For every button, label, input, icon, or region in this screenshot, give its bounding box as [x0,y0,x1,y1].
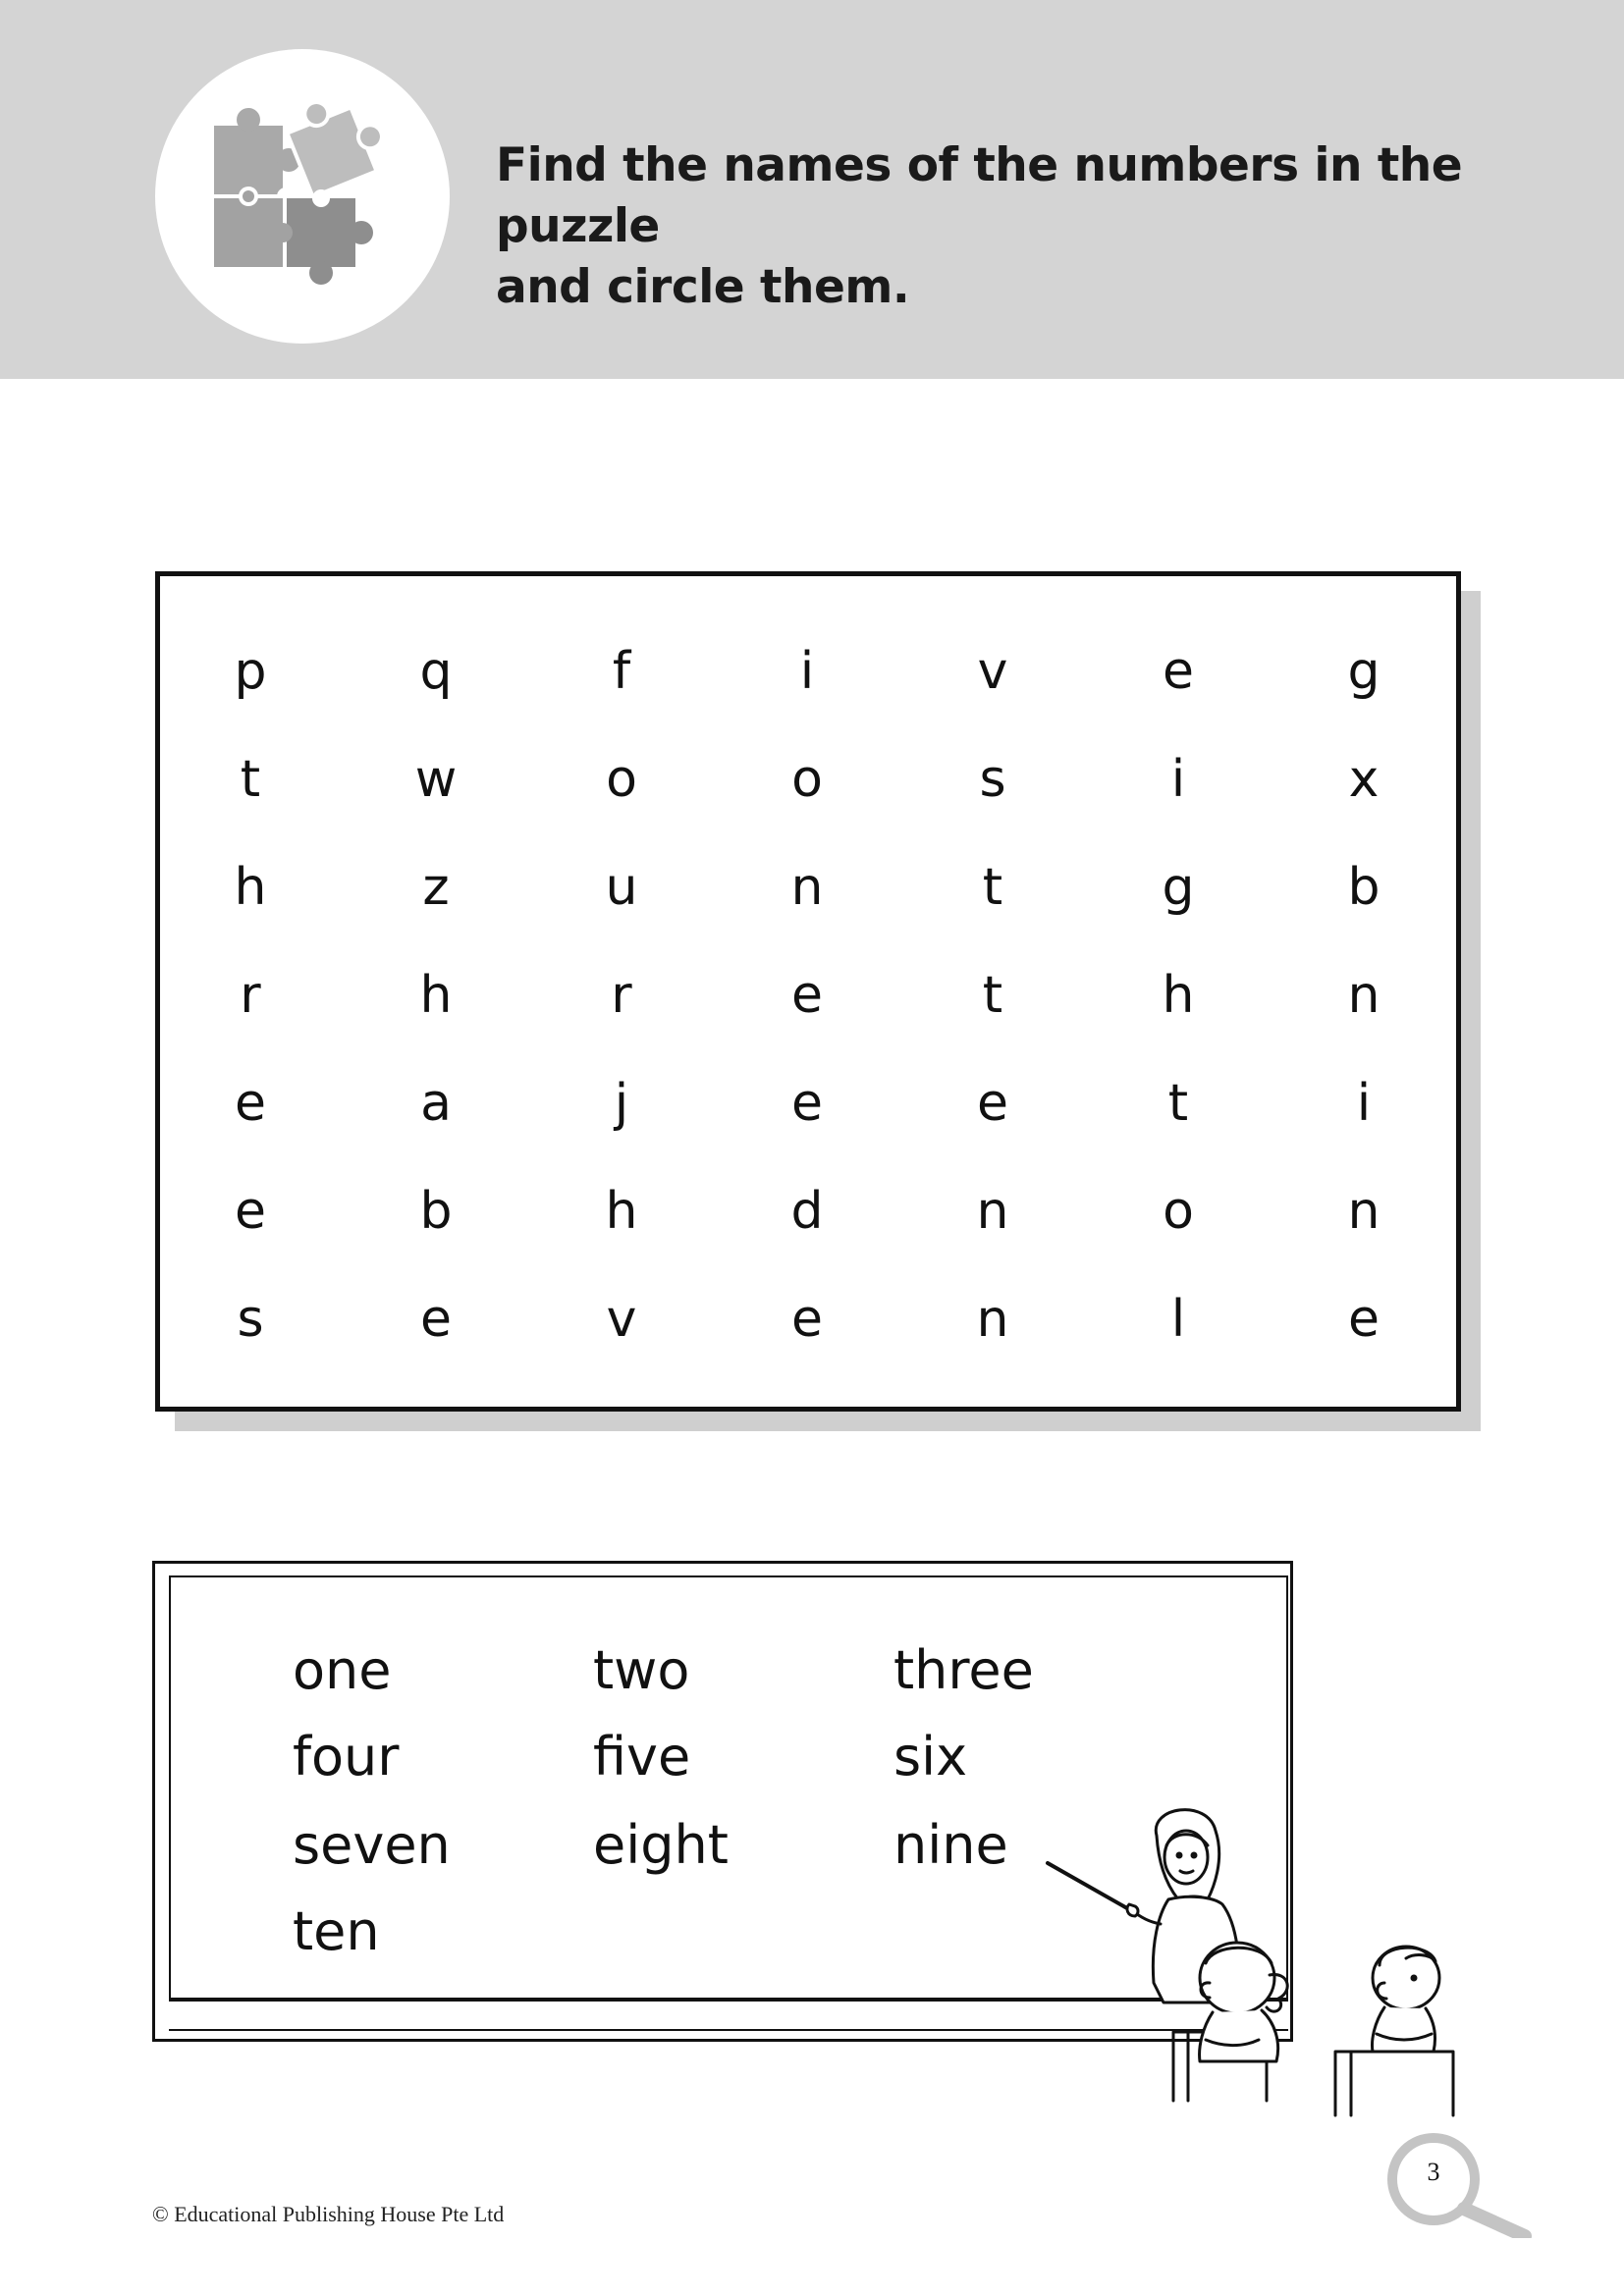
grid-letter: i [1356,1074,1372,1133]
grid-letter: o [606,750,637,809]
grid-letter: o [791,750,823,809]
word-item: four [293,1726,400,1788]
grid-letter: e [420,1290,452,1349]
grid-letter: f [612,642,631,701]
grid-letter: g [1347,642,1380,701]
grid-letter: e [235,1182,266,1241]
grid-letter: e [791,966,823,1025]
puzzle-badge [155,49,450,344]
word-item: five [593,1726,691,1788]
grid-letter: e [791,1290,823,1349]
grid-letter: e [791,1074,823,1133]
grid-letter: n [976,1182,1009,1241]
grid-letter: i [799,642,815,701]
grid-letter: u [605,858,638,917]
word-item: nine [893,1814,1008,1876]
grid-letter: t [240,750,261,809]
word-item: six [893,1726,968,1788]
grid-letter: t [1167,1074,1189,1133]
word-item: two [593,1639,690,1701]
grid-letter: e [1348,1290,1380,1349]
word-item: eight [593,1814,729,1876]
instruction-line-1: Find the names of the numbers in the puzzle [496,138,1463,253]
grid-letter: l [1170,1290,1186,1349]
grid-letter: x [1348,750,1380,809]
grid-letter: n [790,858,824,917]
teacher-and-children-illustration [1041,1806,1492,2130]
grid-letter: r [240,966,261,1025]
magnifying-glass-icon [1380,2130,1537,2238]
grid-letter: t [982,966,1003,1025]
grid-letter: b [1347,858,1380,917]
grid-letter: n [1347,966,1380,1025]
grid-letter: z [422,858,450,917]
grid-letter: w [414,750,458,809]
grid-letter: s [979,750,1006,809]
word-item: seven [293,1814,451,1876]
grid-letter: a [420,1074,452,1133]
grid-letter: o [1163,1182,1194,1241]
grid-letter: h [605,1182,638,1241]
word-item: three [893,1639,1034,1701]
instruction-line-2: and circle them. [496,260,910,314]
page-number: 3 [1427,2158,1440,2186]
word-item: ten [293,1900,380,1962]
grid-letter: n [1347,1182,1380,1241]
grid-letter: h [234,858,267,917]
word-item: one [293,1639,392,1701]
grid-letter: v [606,1290,637,1349]
grid-letter: p [234,642,267,701]
grid-letter: s [237,1290,264,1349]
instruction-text [496,135,1537,318]
grid-letter: g [1162,858,1195,917]
grid-letter: v [977,642,1008,701]
grid-letter: q [419,642,453,701]
grid-letter: e [235,1074,266,1133]
grid-letter: e [977,1074,1008,1133]
grid-letter: i [1170,750,1186,809]
grid-letter: r [611,966,632,1025]
copyright-text: © Educational Publishing House Pte Ltd [152,2202,505,2226]
grid-letter: t [982,858,1003,917]
grid-letter: h [1162,966,1195,1025]
grid-letter: e [1163,642,1194,701]
puzzle-pieces-icon [155,49,450,344]
grid-letter: d [790,1182,824,1241]
grid-letter: n [976,1290,1009,1349]
grid-letter: h [419,966,453,1025]
header-banner [0,0,1624,379]
grid-letter: j [614,1074,629,1133]
grid-letter: b [419,1182,453,1241]
